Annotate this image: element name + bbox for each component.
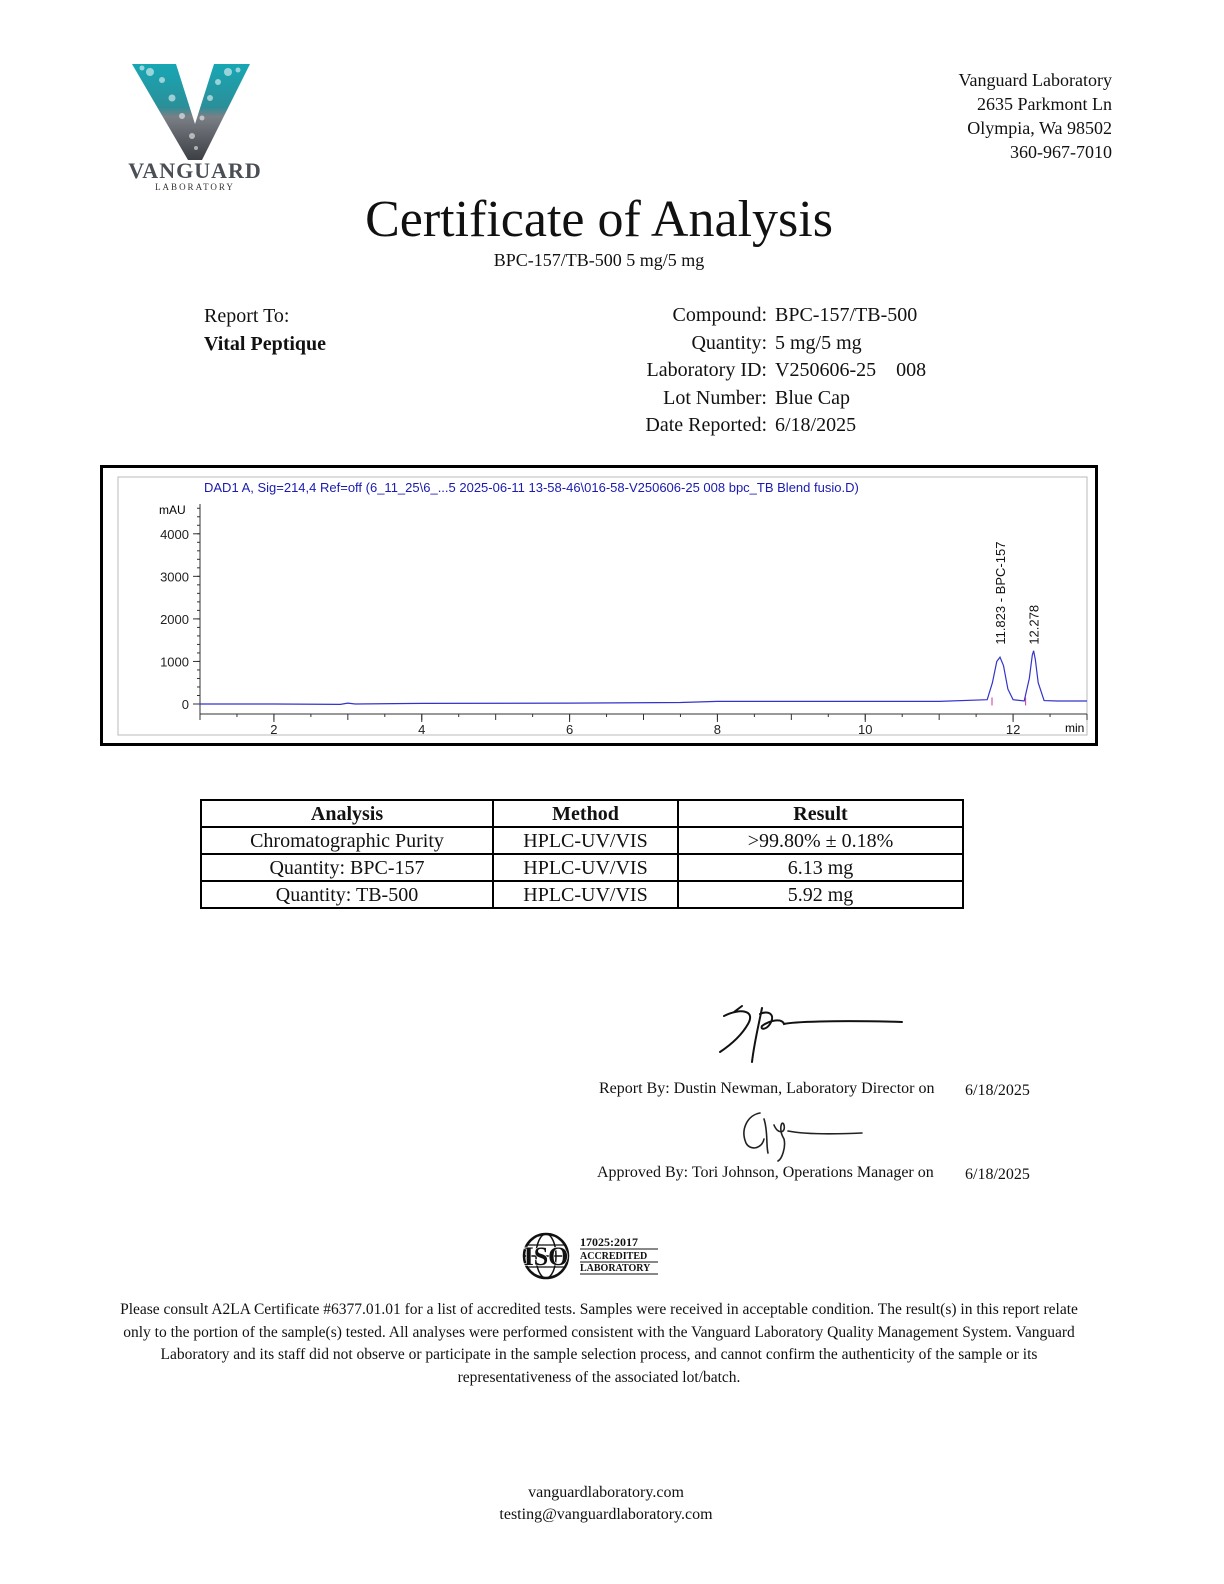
info-row-compound	[560, 302, 926, 330]
info-label: Laboratory ID:	[646, 359, 767, 381]
logo-v-mark	[110, 58, 280, 162]
y-tick-label: 4000	[160, 526, 189, 542]
cell-result: 5.92 mg	[678, 881, 963, 908]
info-row-quantity	[560, 330, 926, 358]
iso-laboratory: LABORATORY	[580, 1263, 651, 1274]
iso-accreditation-badge	[520, 1232, 662, 1280]
info-label: Compound:	[672, 304, 767, 326]
sample-info	[560, 302, 926, 440]
cell-result: >99.80% ± 0.18%	[678, 827, 963, 854]
footer	[0, 1482, 1212, 1526]
y-tick-label: 0	[181, 697, 189, 712]
chart-title: DAD1 A, Sig=214,4 Ref=off (6_11_25\6_...5 2025-06-11 13-58-46\016-58-V250606-25 008 bpc_TB Blend fusio.D)	[204, 480, 859, 495]
peak-label: 12.278	[1026, 604, 1042, 645]
logo-subtitle: LABORATORY	[155, 182, 235, 192]
footer-website: vanguardlaboratory.com	[528, 1484, 684, 1501]
disclaimer: Please consult A2LA Certificate #6377.01.01 for a list of accredited tests. Samples were received in acceptable condition. The result(s) in this report relate only to the portion of the sample(s) tested. All analyses were performed consistent with the Vanguard Laboratory Quality Management System. Vanguard Laboratory and its staff did not observe or participate in the sample selection process, and cannot confirm the authenticity of the sample or its representativeness of the associated lot/batch.	[120, 1301, 1078, 1386]
info-row-lot	[560, 385, 926, 413]
peak-labels	[992, 542, 1042, 706]
lab-name: Vanguard Laboratory	[958, 70, 1112, 90]
signature-tori-johnson	[738, 1105, 878, 1163]
approved-by: Approved By: Tori Johnson, Operations Manager on	[597, 1164, 934, 1181]
x-tick-label: 12	[1005, 722, 1021, 737]
axes	[200, 504, 1087, 714]
cell-analysis: Quantity: BPC-157	[201, 854, 493, 881]
logo-wordmark: VANGUARD	[128, 158, 262, 183]
y-tick-label: 1000	[160, 654, 189, 670]
info-label: Lot Number:	[663, 386, 767, 409]
client-name: Vital Peptique	[204, 333, 327, 355]
iso-accredited: ACCREDITED	[580, 1251, 648, 1262]
vanguard-logo	[110, 58, 280, 194]
report-to-label: Report To:	[204, 305, 290, 327]
info-label: Quantity:	[691, 331, 767, 354]
chromatogram-trace	[200, 651, 1087, 705]
x-tick-label: 4	[418, 722, 426, 737]
y-tick-label: 3000	[160, 569, 189, 585]
lab-address	[959, 68, 1112, 164]
iso-mark: ISO	[523, 1242, 569, 1271]
signature-dustin-newman	[712, 1002, 912, 1066]
lab-street: 2635 Parkmont Ln	[977, 94, 1112, 114]
cell-analysis: Quantity: TB-500	[201, 881, 493, 908]
iso-standard: 17025:2017	[580, 1235, 638, 1249]
info-value: Blue Cap	[775, 386, 850, 409]
column-header-method: Method	[493, 800, 678, 827]
info-row-lab-id	[560, 357, 926, 385]
peak-label: 11.823 - BPC-157	[993, 541, 1009, 645]
chromatogram	[100, 465, 1098, 746]
trace	[200, 651, 1087, 705]
chromatogram-svg	[103, 468, 1095, 743]
lab-city: Olympia, Wa 98502	[967, 118, 1112, 138]
table-header-row	[201, 800, 963, 827]
info-value: BPC-157/TB-500	[775, 304, 918, 326]
lab-phone: 360-967-7010	[1010, 142, 1112, 162]
cell-method: HPLC-UV/VIS	[493, 827, 678, 854]
cell-method: HPLC-UV/VIS	[493, 854, 678, 881]
x-tick-label: 6	[565, 722, 574, 737]
page-subtitle: BPC-157/TB-500 5 mg/5 mg	[493, 250, 705, 270]
cell-analysis: Chromatographic Purity	[201, 827, 493, 854]
info-value: 5 mg/5 mg	[775, 331, 862, 354]
cell-method: HPLC-UV/VIS	[493, 881, 678, 908]
info-label: Date Reported:	[645, 414, 767, 436]
report-date: 6/18/2025	[965, 1082, 1030, 1099]
info-value: V250606-25 008	[775, 359, 927, 381]
plot-frame	[118, 477, 1087, 735]
results-table	[200, 799, 964, 909]
report-to	[204, 302, 326, 358]
approved-date: 6/18/2025	[965, 1166, 1030, 1183]
y-tick-label: 2000	[160, 611, 189, 627]
cell-result: 6.13 mg	[678, 854, 963, 881]
table-row	[201, 881, 963, 908]
column-header-result: Result	[678, 800, 963, 827]
table-row	[201, 854, 963, 881]
x-tick-label: 2	[270, 722, 278, 737]
x-axis-label: min	[1065, 721, 1085, 735]
x-tick-label: 10	[858, 722, 873, 737]
footer-email: testing@vanguardlaboratory.com	[499, 1506, 713, 1523]
table-row	[201, 827, 963, 854]
x-tick-label: 8	[713, 722, 722, 737]
info-value: 6/18/2025	[775, 414, 857, 436]
report-by: Report By: Dustin Newman, Laboratory Director on	[599, 1080, 935, 1097]
info-row-date	[560, 412, 926, 440]
y-axis-label: mAU	[159, 503, 186, 517]
column-header-analysis: Analysis	[201, 800, 493, 827]
page-title: Certificate of Analysis	[365, 191, 833, 248]
